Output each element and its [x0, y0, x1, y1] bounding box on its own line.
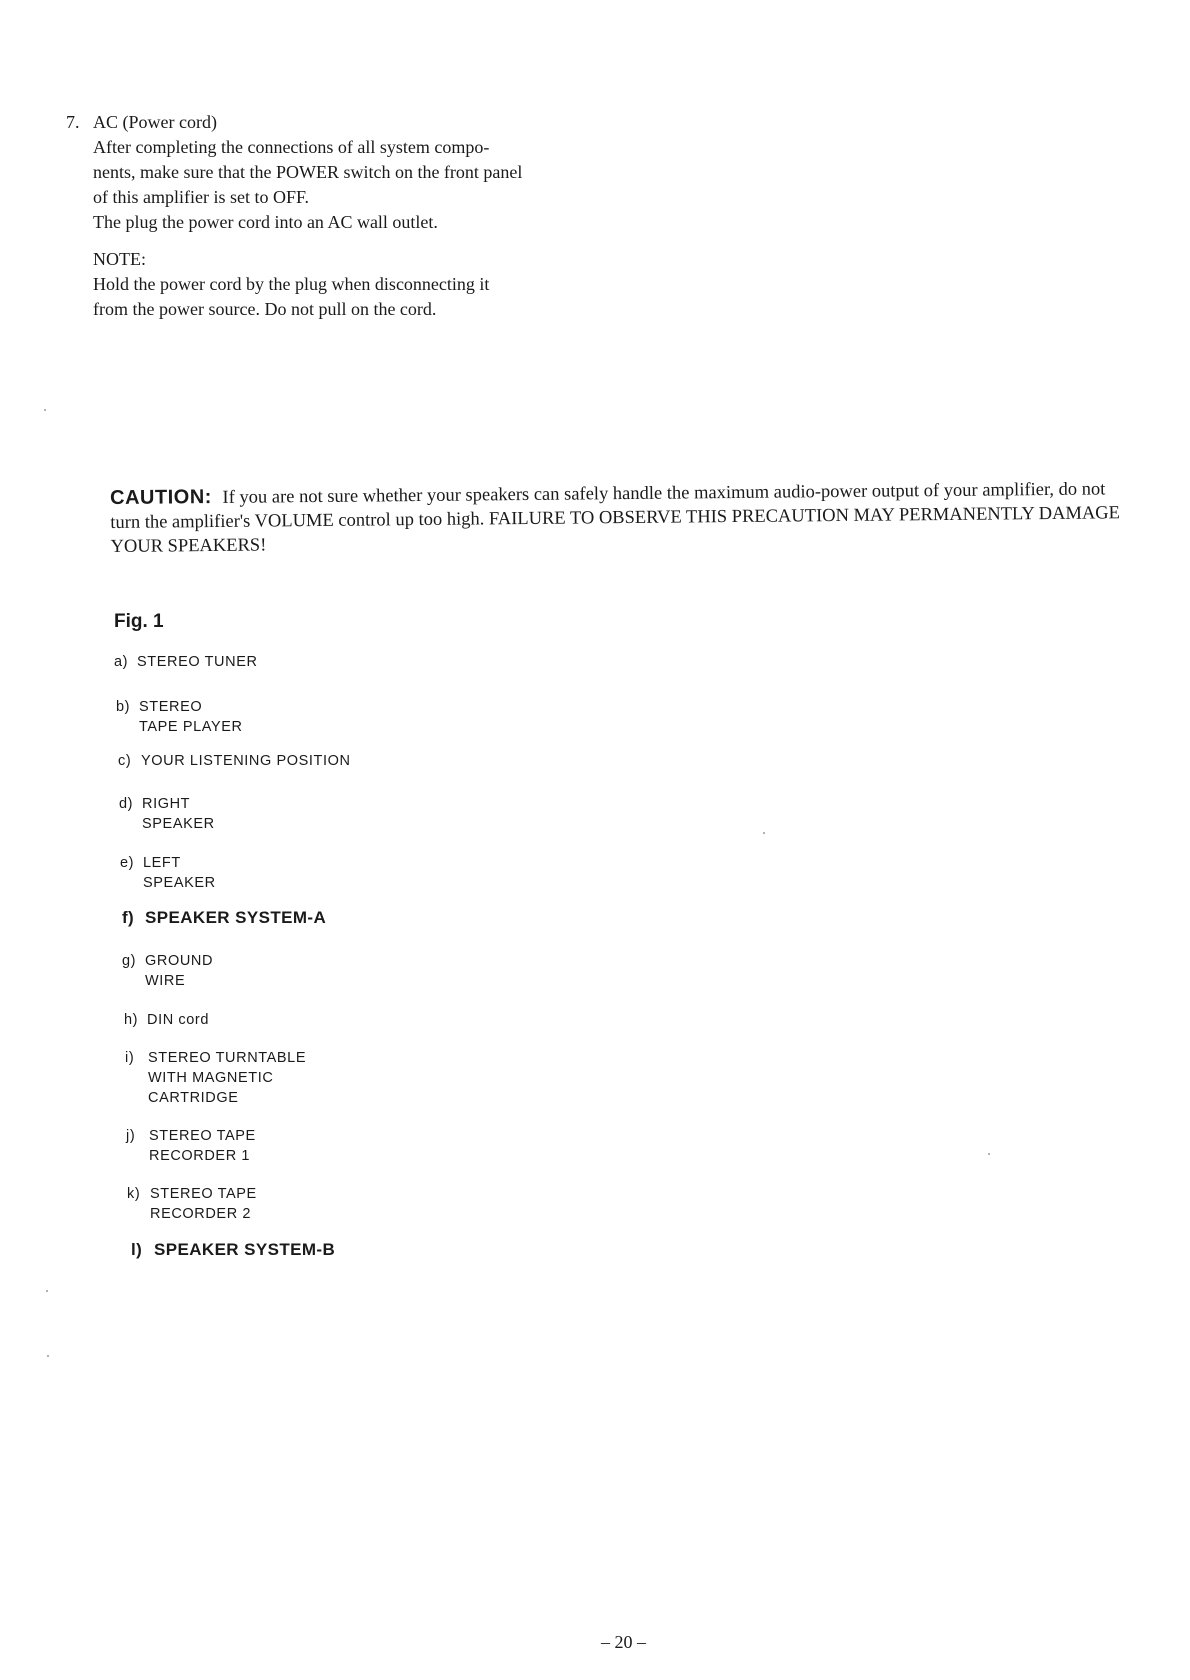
legend-item [126, 1126, 256, 1166]
legend-letter: i) [125, 1050, 135, 1066]
paragraph-line: After completing the connections of all system compo- [93, 137, 490, 157]
legend-text: STEREO TAPE RECORDER 1 [149, 1128, 256, 1164]
note-line: Hold the power cord by the plug when disconnecting it [93, 274, 490, 294]
legend-text: SPEAKER SYSTEM-A [145, 908, 327, 927]
scan-speck [988, 1153, 990, 1155]
paragraph-line: The plug the power cord into an AC wall outlet. [93, 212, 438, 232]
legend-text: STEREO TAPE RECORDER 2 [150, 1186, 257, 1222]
section-number: 7. [66, 112, 80, 132]
legend-letter: f) [122, 908, 135, 927]
legend-item-bold [122, 908, 326, 928]
section-heading [66, 110, 606, 135]
legend-letter: e) [120, 855, 135, 871]
legend-letter: l) [131, 1240, 143, 1259]
legend-text: STEREO TUNER [137, 654, 258, 670]
legend-letter: d) [119, 796, 134, 812]
scan-speck [44, 409, 46, 411]
caution-label: CAUTION: [110, 486, 212, 509]
legend-text: GROUND WIRE [145, 953, 214, 989]
legend-text: YOUR LISTENING POSITION [141, 753, 351, 769]
legend-text: STEREO TAPE PLAYER [139, 699, 243, 735]
caution-notice [110, 476, 1123, 559]
scan-speck [46, 1290, 48, 1292]
legend-text: RIGHT SPEAKER [142, 796, 215, 832]
legend-text: SPEAKER SYSTEM-B [154, 1240, 336, 1259]
note-block [93, 247, 606, 322]
legend-text: STEREO TURNTABLE WITH MAGNETIC CARTRIDGE [148, 1050, 307, 1106]
section-paragraph [93, 135, 606, 235]
page-number: – 20 – [601, 1632, 646, 1652]
legend-letter: j) [126, 1128, 136, 1144]
legend-letter: b) [116, 699, 131, 715]
legend-letter: c) [118, 753, 132, 769]
paragraph-line: of this amplifier is set to OFF. [93, 187, 310, 207]
legend-text: LEFT SPEAKER [143, 855, 216, 891]
legend-letter: k) [127, 1186, 141, 1202]
scan-speck [47, 1355, 49, 1357]
legend-item [125, 1048, 306, 1108]
legend-item [122, 951, 213, 991]
legend-text: DIN cord [147, 1012, 210, 1028]
section-ac-power-cord [66, 110, 606, 322]
legend-item [120, 853, 216, 893]
note-label: NOTE: [93, 249, 146, 269]
legend-item [116, 697, 243, 737]
legend-letter: h) [124, 1012, 139, 1028]
scan-speck [763, 832, 765, 834]
figure-title: Fig. 1 [114, 611, 164, 632]
legend-item-bold [131, 1240, 335, 1260]
legend-item [127, 1184, 257, 1224]
legend-item [114, 652, 258, 672]
legend-item [118, 751, 351, 771]
legend-item [119, 794, 215, 834]
legend-item [124, 1010, 209, 1030]
caution-text: If you are not sure whether your speakers can safely handle the maximum audio-power output of your amplifier, do not turn the amplifier's VOLUME control up too high. FAILURE TO OBSERVE THIS PRECAUTION MAY PERMANENTLY DAMAGE YOUR SPEAKERS! [110, 479, 1121, 557]
section-title: AC (Power cord) [93, 112, 217, 132]
note-line: from the power source. Do not pull on the cord. [93, 299, 437, 319]
paragraph-line: nents, make sure that the POWER switch on the front panel [93, 162, 523, 182]
legend-letter: a) [114, 654, 129, 670]
legend-letter: g) [122, 953, 137, 969]
